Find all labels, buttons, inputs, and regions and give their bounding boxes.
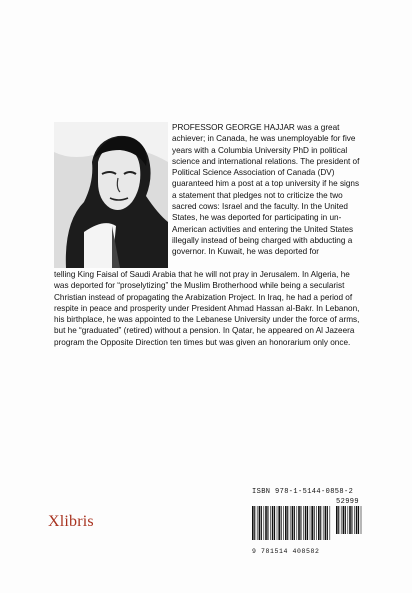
price-code: 52999 xyxy=(336,498,360,506)
publisher-logo: Xlibris xyxy=(48,513,94,530)
barcode-digits: 9 781514 408582 xyxy=(252,548,320,555)
isbn-barcode xyxy=(252,506,332,540)
author-photo xyxy=(54,122,168,268)
isbn-number: ISBN 978-1-5144-0858-2 xyxy=(252,488,354,496)
author-bio-bottom: telling King Faisal of Saudi Arabia that he will not pray in Jerusalem. In Algeria, he was deported for “proselytizing” the Muslim Brotherhood while being a secularist Christian instead of propagating the Arabization Project. In Iraq, he had a period of respite in peace and prosperity under President Ahmad Hassan al-Bakr. In Lebanon, his birthplace, he was appointed to the Lebanese University under the force of arms, but he “graduated” (retired) without a pension. In Qatar, he appeared on Al Jazeera program the Opposite Direction ten times but was given an honorarium only once. xyxy=(54,270,360,347)
isbn-barcode-block xyxy=(252,488,364,555)
author-bio-top: PROFESSOR GEORGE HAJJAR was a great achiever; in Canada, he was unemployable for five years with a Columbia University PhD in political science and international relations. The president of Political Science Association of Canada (DV) guaranteed him a post at a top university if he signs a statement that pledges not to criticize the two sacred cows: Israel and the faculty. In the United States, he was deported for participating in un-American activities and entering the United States illegally instead of being charged with abducting a governor. In Kuwait, he was deported for xyxy=(172,123,360,257)
price-barcode xyxy=(336,506,362,534)
